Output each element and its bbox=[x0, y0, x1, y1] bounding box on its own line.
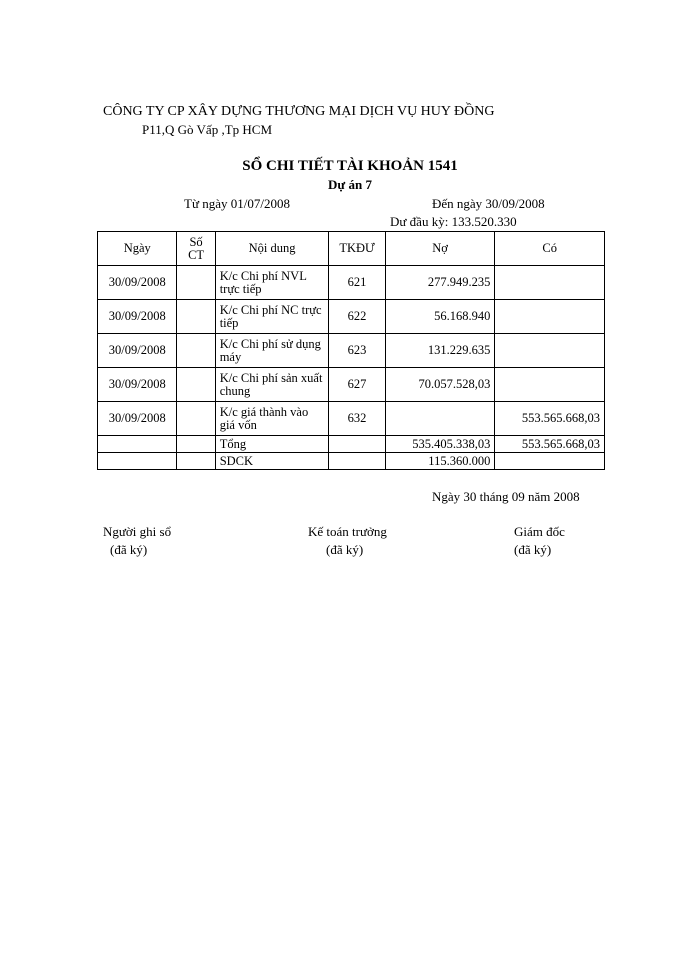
cell-doc-no bbox=[177, 453, 215, 470]
cell-counter-account bbox=[329, 436, 385, 453]
opening-balance: Dư đầu kỳ: 133.520.330 bbox=[390, 214, 517, 229]
header-doc-no: Số CT bbox=[177, 232, 215, 266]
cell-description: K/c giá thành vào giá vốn bbox=[215, 402, 329, 436]
period-to: Đến ngày 30/09/2008 bbox=[432, 196, 545, 211]
project-name: Dự án 7 bbox=[328, 177, 372, 192]
closing-balance-row bbox=[98, 453, 605, 470]
company-name: CÔNG TY CP XÂY DỰNG THƯƠNG MẠI DỊCH VỤ HUY ĐỒNG bbox=[103, 104, 495, 119]
ledger-table bbox=[97, 231, 605, 470]
cell-debit: 277.949.235 bbox=[385, 266, 495, 300]
cell-debit: 131.229.635 bbox=[385, 334, 495, 368]
cell-counter-account: 622 bbox=[329, 300, 385, 334]
cell-counter-account: 623 bbox=[329, 334, 385, 368]
cell-credit bbox=[495, 334, 605, 368]
cell-doc-no bbox=[177, 368, 215, 402]
cell-description: K/c Chi phí sử dụng máy bbox=[215, 334, 329, 368]
header-description: Nội dung bbox=[215, 232, 329, 266]
table-row bbox=[98, 334, 605, 368]
cell-date: 30/09/2008 bbox=[98, 266, 177, 300]
cell-counter-account: 632 bbox=[329, 402, 385, 436]
total-row bbox=[98, 436, 605, 453]
cell-debit bbox=[385, 402, 495, 436]
cell-description: K/c Chi phí NVL trực tiếp bbox=[215, 266, 329, 300]
header-counter-account: TKĐƯ bbox=[329, 232, 385, 266]
cell-counter-account: 621 bbox=[329, 266, 385, 300]
total-label: Tổng bbox=[215, 436, 329, 453]
cell-doc-no bbox=[177, 402, 215, 436]
table-row bbox=[98, 300, 605, 334]
cell-counter-account: 627 bbox=[329, 368, 385, 402]
cell-debit: 56.168.940 bbox=[385, 300, 495, 334]
cell-credit: 553.565.668,03 bbox=[495, 402, 605, 436]
cell-doc-no bbox=[177, 300, 215, 334]
cell-date bbox=[98, 453, 177, 470]
footer-date: Ngày 30 tháng 09 năm 2008 bbox=[432, 489, 580, 504]
cell-credit bbox=[495, 300, 605, 334]
cell-date bbox=[98, 436, 177, 453]
closing-debit: 115.360.000 bbox=[385, 453, 495, 470]
cell-date: 30/09/2008 bbox=[98, 300, 177, 334]
company-address: P11,Q Gò Vấp ,Tp HCM bbox=[142, 122, 273, 137]
period-from: Từ ngày 01/07/2008 bbox=[184, 196, 290, 211]
signature-director-status: (đã ký) bbox=[514, 542, 552, 557]
signature-bookkeeper-role: Người ghi sổ bbox=[103, 524, 172, 539]
signature-bookkeeper-status: (đã ký) bbox=[110, 542, 148, 557]
signature-director-role: Giám đốc bbox=[514, 524, 565, 539]
signature-chief-accountant-role: Kế toán trưởng bbox=[308, 524, 387, 539]
cell-credit bbox=[495, 266, 605, 300]
cell-credit bbox=[495, 368, 605, 402]
total-debit: 535.405.338,03 bbox=[385, 436, 495, 453]
table-row bbox=[98, 402, 605, 436]
header-debit: Nợ bbox=[385, 232, 495, 266]
signature-chief-accountant-status: (đã ký) bbox=[326, 542, 364, 557]
cell-debit: 70.057.528,03 bbox=[385, 368, 495, 402]
cell-doc-no bbox=[177, 266, 215, 300]
cell-doc-no bbox=[177, 334, 215, 368]
cell-counter-account bbox=[329, 453, 385, 470]
header-credit: Có bbox=[495, 232, 605, 266]
document-title: SỔ CHI TIẾT TÀI KHOẢN 1541 bbox=[242, 158, 458, 174]
cell-doc-no bbox=[177, 436, 215, 453]
closing-label: SDCK bbox=[215, 453, 329, 470]
cell-description: K/c Chi phí sản xuất chung bbox=[215, 368, 329, 402]
header-date: Ngày bbox=[98, 232, 177, 266]
table-header-row bbox=[98, 232, 605, 266]
table-row bbox=[98, 368, 605, 402]
cell-description: K/c Chi phí NC trực tiếp bbox=[215, 300, 329, 334]
cell-credit bbox=[495, 453, 605, 470]
cell-date: 30/09/2008 bbox=[98, 402, 177, 436]
total-credit: 553.565.668,03 bbox=[495, 436, 605, 453]
cell-date: 30/09/2008 bbox=[98, 334, 177, 368]
cell-date: 30/09/2008 bbox=[98, 368, 177, 402]
table-row bbox=[98, 266, 605, 300]
